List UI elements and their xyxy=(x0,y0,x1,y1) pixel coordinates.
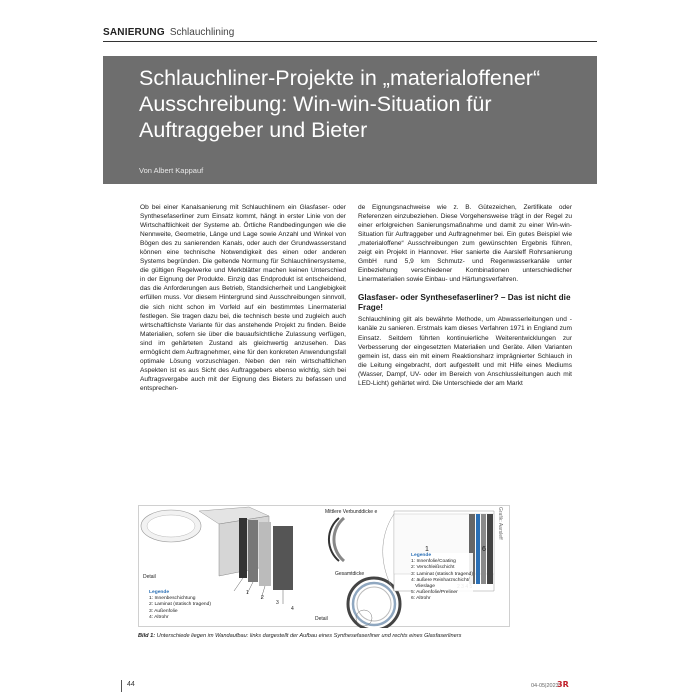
legend-left-item: 3: Außenfolie xyxy=(149,608,178,614)
section-subcategory: Schlauchlining xyxy=(169,27,235,38)
title-banner xyxy=(103,56,597,184)
legend-right-item: 5: Außenfolie/Preliner xyxy=(411,590,458,596)
legend-right-item: Vlieslage xyxy=(411,584,435,590)
left-column-text: Ob bei einer Kanalsanierung mit Schlauchlinern ein Glasfaser- oder Synthesefaserliner zum Einsatz kommt, hängt in erster Linie von der Wirtschaftlichkeit der Systeme ab. Örtliche Randbedingungen wie die Nennweite, Geometrie, Länge und Lage sowie Anzahl und Winkel von Bögen des zu sanierenden Kanals, oder auch der Grundwasserstand können eine technische Notwendigkeit des einen oder anderen Systems begründen. Die geltende Normung für Schlauchlinersysteme, die gültigen Regelwerke und Merkblätter machen keinen Unterschied in der Eignung der Produkte. Einzig das Endprodukt ist entscheidend, das die Anforderungen aus Betrieb, Standsicherheit und Langlebigkeit erfüllen muss. Vor diesem Hintergrund sind Ausschreibungen sinnvoll, die sich nicht schon im Vorfeld auf ein bestimmtes Linermaterial festlegen. Sie tragen dazu bei, die technisch beste und zugleich auch wirtschaftlichste Variante für das anstehende Projekt zu finden. Beide Materialien, sofern sie über die bauaufsichtliche Zulassung verfügen, sind im gehärteten Zustand als gleichwertig anzusehen. Das ermöglicht dem Auftragnehmer, eine für den konkreten Anwendungsfall optimale Lösung vorzuschlagen. Neben den rein wirtschaftlichen Aspekten ist es aus Sicht des Auftraggebers ebenso wichtig, sich bei Auftragsvergabe auch mit der Eignung des Bieters zu befassen und entsprechen- xyxy=(140,204,346,392)
magazine-logo: 3R xyxy=(557,680,569,689)
article-title: Schlauchliner-Projekte in „materialoffener“ Ausschreibung: Win-win-Situation für Auftraggeber und Bieter xyxy=(139,66,541,142)
article-author: Von Albert Kappauf xyxy=(139,166,204,175)
callout-2: 2 xyxy=(261,595,264,601)
legend-right-item: 6: Altrohr xyxy=(411,596,431,602)
total-thickness-label: Gesamtdicke xyxy=(335,571,365,577)
legend-right-item: 3: Laminat (statisch tragend) xyxy=(411,571,473,577)
legend-right-title: Legende xyxy=(411,553,432,558)
legend-left-item: 2: Laminat (statisch tragend) xyxy=(149,602,211,608)
legend-right-item: 4: äußere Reinharzschicht/ xyxy=(411,577,470,583)
figure-credit: Grafik: Aarsleff xyxy=(497,507,503,540)
callout-3: 3 xyxy=(276,600,279,606)
section-header xyxy=(103,27,597,38)
callout-4: 4 xyxy=(291,606,294,612)
legend-right-item: 2: Verschleißschicht xyxy=(411,565,455,571)
detail-label-left: Detail xyxy=(143,574,156,580)
figure-diagram xyxy=(138,505,510,627)
figure-caption xyxy=(138,633,578,639)
legend-left xyxy=(149,590,211,621)
issue-number: 04-05|2023 xyxy=(531,683,559,689)
right-column-body: Schlauchlining gilt als bewährte Methode, um Abwasserleitungen und -kanäle zu sanieren. Erstmals kam dieses Verfahren 1971 in England zum Einsatz. Seitdem führten kontinuierliche Weiterentwicklungen zur Verbesserung der eingesetzten Materialien und Geräte. Allen Varianten gemein ist, dass ein mit einem Reaktionsharz imprägnierter Schlauch in die Leitung eingebracht, dort aufgestellt und mit Hilfe eines Mediums (Wasser, Dampf, UV- oder im Bereich von Anschlussleitungen auch mit LED-Licht) gehärtet wird. Die Unterschiede der am Markt xyxy=(358,316,572,387)
header-divider xyxy=(103,41,597,42)
caption-text: Unterschiede liegen im Wandaufbau: links dargestellt der Aufbau eines Synthesefaserliner und rechts eines Glasfaserliners xyxy=(156,633,462,639)
wall-thickness-label: Mittlere Verbunddicke e xyxy=(325,509,378,515)
legend-left-item: 1: Innenbeschichtung xyxy=(149,596,196,602)
left-column xyxy=(140,203,346,393)
legend-left-item: 4: Altrohr xyxy=(149,614,169,620)
section-category: SANIERUNG xyxy=(103,27,165,38)
right-column xyxy=(358,203,572,388)
legend-right xyxy=(411,553,473,603)
legend-right-item: 1: Innenfolie/Coating xyxy=(411,559,456,565)
footer-divider xyxy=(121,680,122,692)
page-number: 44 xyxy=(127,681,135,688)
callout-1: 1 xyxy=(246,590,249,596)
section-heading: Glasfaser- oder Synthesefaserliner? – Das ist nicht die Frage! xyxy=(358,293,571,313)
legend-left-title: Legende xyxy=(149,590,170,595)
callout-right-6: 6 xyxy=(482,546,486,553)
caption-label: Bild 1: xyxy=(138,633,156,639)
right-column-intro: de Eignungsnachweise wie z. B. Gütezeichen, Zertifikate oder Referenzen einzubeziehen. Diese Vorgehensweise trägt in der Regel zu einer erfolgreichen Sanierungsmaßnahme und damit zu einer Win-win-Situation für Auftraggeber und Auftragnehmer bei. Ein gutes Beispiel wie „materialoffene“ Ausschreibungen zum gewünschten Ergebnis führen, zeigt ein Projekt in Hannover. Hier sanierte die Aarsleff Rohrsanierung GmbH rund 5,9 km Schmutz- und Regenwasserkanäle unter Einbeziehung verschiedener Kombinationen unterschiedlicher Linermaterialien sowie Einbau- und Härtungsverfahren. xyxy=(358,204,572,284)
detail-label-right: Detail xyxy=(315,616,328,622)
callout-right-1: 1 xyxy=(425,546,429,553)
